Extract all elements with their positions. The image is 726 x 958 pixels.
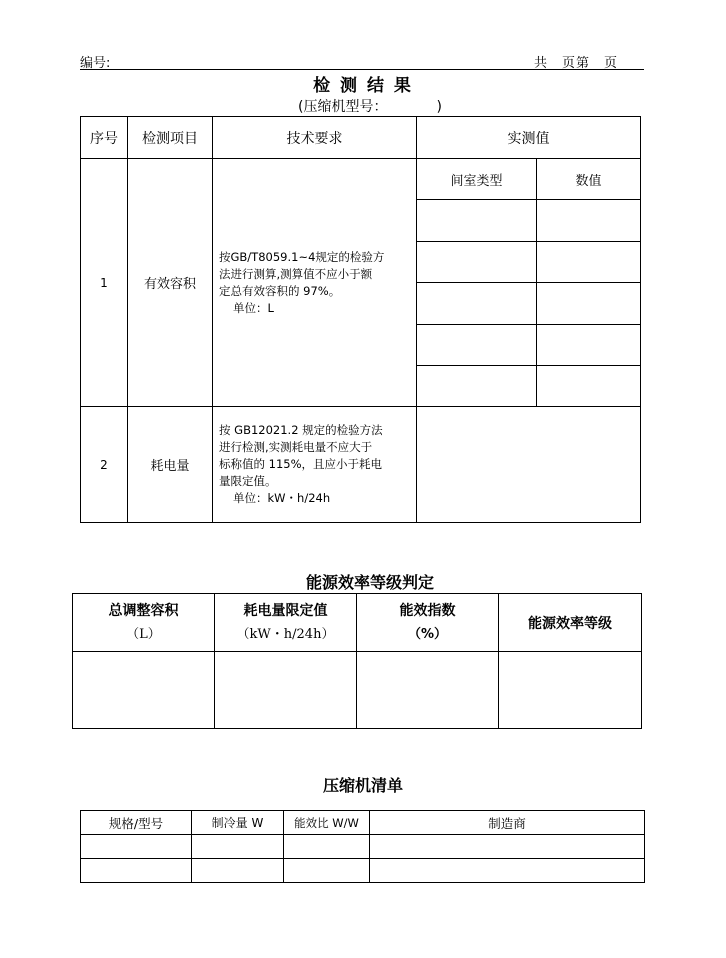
col-efficiency-grade-header xyxy=(499,594,642,652)
req-line: 标称值的 115%，且应小于耗电 xyxy=(219,457,383,471)
results-title: 检 测 结 果 xyxy=(313,76,413,96)
req-line: 法进行测算,测算值不应小于额 xyxy=(219,266,373,281)
eer-cell[interactable] xyxy=(284,835,370,859)
cooling-capacity-cell[interactable] xyxy=(192,835,284,859)
row-2-no: 2 xyxy=(81,407,128,523)
results-header-row xyxy=(81,117,641,159)
req-line: 定总有效容积的 97%。 xyxy=(219,283,341,298)
energy-table xyxy=(72,593,642,729)
table-row[interactable] xyxy=(73,652,642,729)
table-row[interactable] xyxy=(81,859,645,883)
col-manufacturer-header: 制造商 xyxy=(370,811,645,835)
col-model-header: 规格/型号 xyxy=(81,811,192,835)
col-cooling-capacity-header: 制冷量 W xyxy=(192,811,284,835)
value-cell[interactable] xyxy=(537,366,641,407)
compressor-table xyxy=(80,810,645,883)
results-table xyxy=(80,116,641,523)
col-label: 耗电量限定值 xyxy=(243,602,328,619)
eer-cell[interactable] xyxy=(284,859,370,883)
col-efficiency-index-header xyxy=(357,594,499,652)
compartment-cell[interactable] xyxy=(417,324,537,366)
total-volume-cell[interactable] xyxy=(73,652,215,729)
col-unit: （L） xyxy=(126,626,161,642)
table-row xyxy=(81,159,641,200)
row-2-item: 耗电量 xyxy=(128,407,213,523)
req-line: 按 GB12021.2 规定的检验方法 xyxy=(219,423,383,437)
value-cell[interactable] xyxy=(537,324,641,366)
results-subtitle: (压缩机型号： ) xyxy=(298,99,442,115)
compartment-cell[interactable] xyxy=(417,366,537,407)
col-unit: （%） xyxy=(407,626,448,642)
manufacturer-cell[interactable] xyxy=(370,835,645,859)
req-line: 进行检测,实测耗电量不应大于 xyxy=(219,440,373,454)
col-label: 能源效率等级 xyxy=(528,615,612,632)
cooling-capacity-cell[interactable] xyxy=(192,859,284,883)
col-power-limit-header xyxy=(215,594,357,652)
req-unit: 单位：kW・h/24h xyxy=(233,491,331,505)
header-rule xyxy=(80,69,644,70)
model-cell[interactable] xyxy=(81,859,192,883)
row-1-requirement xyxy=(213,159,417,407)
table-row xyxy=(81,407,641,523)
document-number-label: 编号: xyxy=(80,56,111,71)
manufacturer-cell[interactable] xyxy=(370,859,645,883)
compressor-header-row xyxy=(81,811,645,835)
energy-header-row xyxy=(73,594,642,652)
col-total-volume-header xyxy=(73,594,215,652)
compartment-cell[interactable] xyxy=(417,283,537,325)
req-unit: 单位：L xyxy=(233,300,274,315)
compartment-cell[interactable] xyxy=(417,200,537,242)
col-requirement-header: 技术要求 xyxy=(213,117,417,159)
sub-header-value: 数值 xyxy=(537,159,641,200)
power-limit-cell[interactable] xyxy=(215,652,357,729)
col-measured-header: 实测值 xyxy=(417,117,641,159)
efficiency-index-cell[interactable] xyxy=(357,652,499,729)
table-row[interactable] xyxy=(81,835,645,859)
value-cell[interactable] xyxy=(537,200,641,242)
col-unit: （kW・h/24h） xyxy=(236,626,335,642)
compartment-cell[interactable] xyxy=(417,241,537,283)
compressor-title: 压缩机清单 xyxy=(322,776,403,795)
value-cell[interactable] xyxy=(537,241,641,283)
col-label: 总调整容积 xyxy=(108,602,179,619)
col-eer-header: 能效比 W/W xyxy=(284,811,370,835)
row-2-measured-cell[interactable] xyxy=(417,407,641,523)
req-line: 量限定值。 xyxy=(219,474,277,488)
col-item-header: 检测项目 xyxy=(128,117,213,159)
req-line: 按GB/T8059.1~4规定的检验方 xyxy=(219,249,385,264)
energy-title: 能源效率等级判定 xyxy=(305,573,434,592)
col-label: 能效指数 xyxy=(399,602,456,619)
model-cell[interactable] xyxy=(81,835,192,859)
row-1-item: 有效容积 xyxy=(128,159,213,407)
page-count-label: 共 页第 页 xyxy=(534,56,619,71)
row-2-requirement xyxy=(213,407,417,523)
col-no-header: 序号 xyxy=(81,117,128,159)
row-1-no: 1 xyxy=(81,159,128,407)
sub-header-compartment: 间室类型 xyxy=(417,159,537,200)
efficiency-grade-cell[interactable] xyxy=(499,652,642,729)
value-cell[interactable] xyxy=(537,283,641,325)
